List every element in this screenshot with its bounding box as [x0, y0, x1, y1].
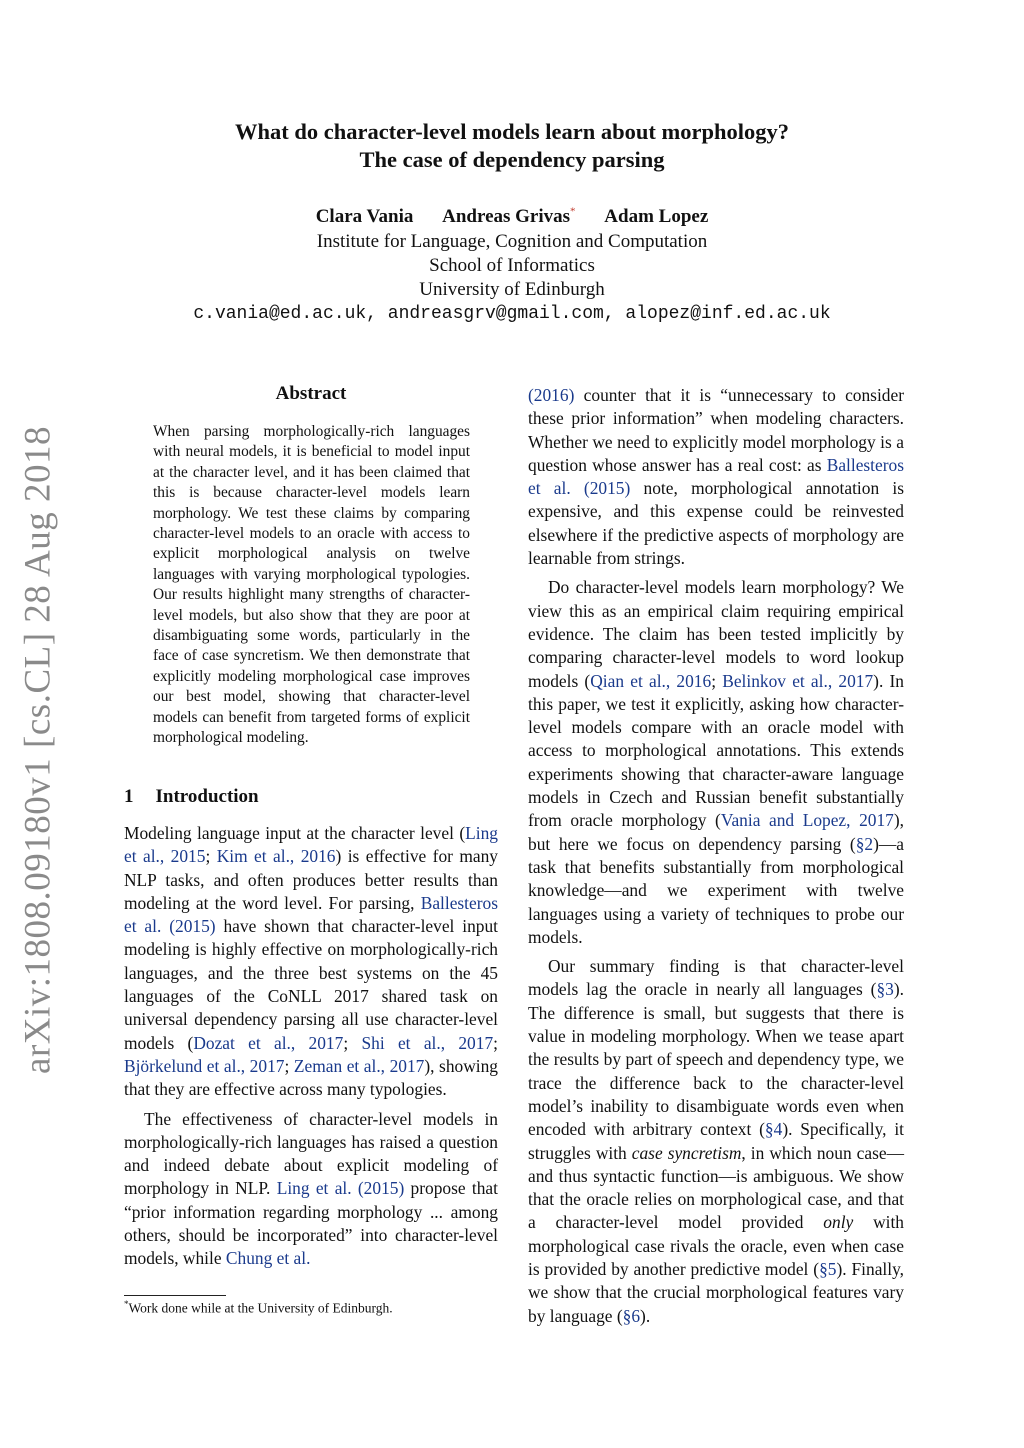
footnote-mark: * [124, 1299, 129, 1309]
section-number: 1 [124, 786, 134, 807]
section-heading-introduction [124, 786, 259, 808]
title-line-2: The case of dependency parsing [359, 147, 665, 172]
citation-link[interactable]: Ballesteros et al. (2015) [124, 892, 498, 937]
title-line-1: What do character-level models learn about morphology? [234, 119, 790, 144]
intro-paragraph-1: Modeling language input at the character level (Ling et al., 2015; Kim et al., 2016) is effective for many NLP tasks, and often produces better results than modeling at the word level. For parsing, Ballesteros et al. (2015) have shown that character-level input modeling is highly effective on morphologically-rich languages, and the three best systems on the 45 languages of the CoNLL 2017 shared task on universal dependency parsing all use character-level models (Dozat et al., 2017; Shi et al., 2017; Björkelund et al., 2017; Zeman et al., 2017), showing that they are effective across many typologies. [124, 823, 499, 1100]
footnote-text: Work done while at the University of Edinburgh. [128, 1300, 393, 1316]
citation-link[interactable]: Ling et al. (2015) [276, 1178, 405, 1199]
affiliation [0, 230, 1024, 302]
citation-link[interactable]: Chung et al. [225, 1248, 311, 1269]
section-ref-link[interactable]: §2 [855, 833, 874, 854]
citation-link[interactable]: Zeman et al., 2017 [293, 1055, 425, 1076]
emphasis: only [823, 1212, 854, 1233]
author-1: Clara Vania [315, 206, 414, 228]
section-ref-link[interactable]: §4 [764, 1119, 783, 1140]
right-column-body [528, 384, 904, 1328]
section-ref-link[interactable]: §5 [819, 1258, 837, 1279]
citation-link[interactable]: Qian et al., 2016 [590, 670, 712, 691]
author-list [0, 206, 1024, 228]
author-3: Adam Lopez [604, 206, 709, 228]
citation-link[interactable]: (2016) [528, 385, 575, 405]
arxiv-stamp-text: arXiv:1808.09180v1 [cs.CL] 28 Aug 2018 [17, 426, 59, 1074]
abstract-heading: Abstract [275, 383, 347, 404]
author-emails: c.vania@ed.ac.uk, andreasgrv@gmail.com, alopez@inf.ed.ac.uk [193, 304, 831, 324]
footnote-rule [124, 1295, 226, 1296]
affiliation-line-1: Institute for Language, Cognition and Computation [316, 231, 708, 252]
section-ref-link[interactable]: §3 [876, 979, 894, 1000]
left-column-body [124, 822, 498, 1271]
intro-paragraph-2: The effectiveness of character-level models in morphologically-rich languages has raised a question and indeed debate about explicit modeling of morphology in NLP. Ling et al. (2015) propose that “prior information regarding morphology ... among others, should be incorporated” into character-level models, while Chung et al. [124, 1108, 498, 1269]
citation-link[interactable]: Shi et al., 2017 [361, 1032, 494, 1053]
citation-link[interactable]: Björkelund et al., 2017 [124, 1055, 285, 1076]
affiliation-line-2: School of Informatics [429, 255, 595, 276]
citation-link[interactable]: Vania and Lopez, 2017 [720, 810, 894, 831]
right-paragraph-3: Our summary finding is that character-level models lag the oracle in nearly all languages (§3). The difference is small, but suggests that there is value in modeling morphology. When we tease apart the results by part of speech and dependency type, we trace the difference back to the character-level model’s inability to disambiguate words even when encoded with arbitrary context (§4). Specifically, it struggles with case syncretism, in which noun case—and thus syntactic function—is ambiguous. We show that the oracle relies on morphological case, and that a character-level model provided only with morphological case rivals the oracle, even when case is provided by another predictive model (§5). Finally, we show that the crucial morphological features vary by language (§6). [528, 956, 905, 1326]
citation-link[interactable]: Ling et al., 2015 [124, 823, 498, 867]
arxiv-stamp [17, 426, 59, 1074]
footnote [124, 1299, 498, 1317]
right-paragraph-2: Do character-level models learn morphology? We view this as an empirical claim requiring empirical evidence. The claim has been tested implicitly by comparing character-level models to word lookup models (Qian et al., 2016; Belinkov et al., 2017). In this paper, we test it explicitly, asking how character-level models compare with an oracle model with access to morphological annotations. This extends experiments showing that character-aware language models in Czech and Russian benefit substantially from oracle morphology (Vania and Lopez, 2017), but here we focus on dependency parsing (§2)—a task that benefits substantially from morphological knowledge—and we experiment with twelve languages using a variety of techniques to probe our models. [528, 577, 904, 947]
affiliation-line-3: University of Edinburgh [419, 279, 605, 300]
section-ref-link[interactable]: §6 [622, 1305, 641, 1326]
citation-link[interactable]: Ballesteros et al. (2015) [528, 454, 904, 499]
author-footnote-mark[interactable]: * [570, 206, 576, 218]
section-title: Introduction [155, 786, 259, 807]
right-paragraph-1: (2016) counter that it is “unnecessary to consider these prior information” when modeling characters. Whether we need to explicitly model morphology is a question whose answer has a real cost: as Ballesteros et al. (2015) note, morphological annotation is expensive, and this expense could be reinvested elsewhere if the predictive aspects of morphology are learnable from strings. [528, 385, 904, 569]
author-2: Andreas Grivas* [442, 206, 576, 228]
citation-link[interactable]: Belinkov et al., 2017 [722, 670, 874, 691]
paper-title [0, 118, 1024, 174]
citation-link[interactable]: Kim et al., 2016 [216, 846, 336, 867]
abstract-text: When parsing morphologically-rich languages with neural models, it is beneficial to model input at the character level, and it has been claimed that this is because character-level models learn morphology. We test these claims by comparing character-level models to an oracle with access to explicit morphological analysis on twelve languages with varying morphological typologies. Our results highlight many strengths of character-level models, but also show that they are poor at disambiguating some words, particularly in the face of case syncretism. We then demonstrate that explicitly modeling morphological case improves our best model, showing that character-level models can benefit from targeted forms of explicit morphological modeling. [153, 423, 470, 747]
emphasis: case syncretism [631, 1142, 742, 1163]
citation-link[interactable]: Dozat et al., 2017 [193, 1032, 344, 1053]
